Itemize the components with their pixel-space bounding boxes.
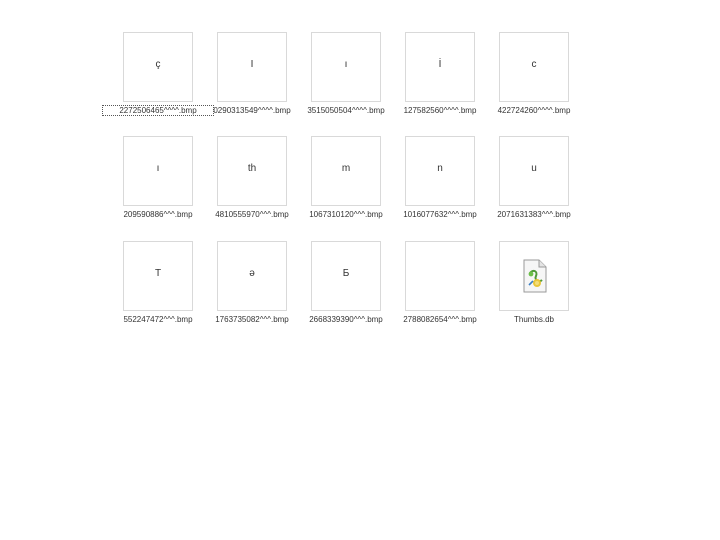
thumbnail-glyph: c — [531, 59, 537, 70]
file-name[interactable]: 0290313549^^^^.bmp — [213, 106, 291, 115]
file-item[interactable] — [111, 241, 205, 341]
thumbnail-glyph: Б — [342, 268, 350, 279]
file-name[interactable]: 3515050504^^^^.bmp — [307, 106, 385, 115]
file-name[interactable]: 2272506465^^^^.bmp — [103, 106, 213, 115]
file-thumbnail[interactable] — [499, 136, 569, 206]
file-thumbnail[interactable] — [405, 136, 475, 206]
file-thumbnail[interactable] — [123, 241, 193, 311]
file-thumbnail[interactable] — [499, 241, 569, 311]
file-thumbnail[interactable] — [217, 136, 287, 206]
file-item[interactable] — [205, 32, 299, 132]
file-item[interactable] — [393, 136, 487, 236]
file-name[interactable]: 2668339390^^^.bmp — [309, 315, 383, 324]
file-item[interactable] — [205, 136, 299, 236]
file-name[interactable]: 209590886^^^.bmp — [123, 210, 193, 219]
file-name[interactable]: 1016077632^^^.bmp — [403, 210, 477, 219]
file-item[interactable] — [299, 136, 393, 236]
file-item[interactable] — [487, 32, 581, 132]
thumbnail-glyph: ç — [155, 59, 161, 70]
thumbnail-glyph: ı — [156, 163, 160, 174]
file-name[interactable]: 4810555970^^^.bmp — [215, 210, 289, 219]
file-item[interactable] — [111, 136, 205, 236]
file-thumbnail[interactable] — [217, 32, 287, 102]
thumbnail-glyph: u — [531, 163, 537, 174]
thumbnail-glyph: ı — [344, 59, 348, 70]
file-thumbnail[interactable] — [123, 136, 193, 206]
file-thumbnail[interactable] — [311, 136, 381, 206]
thumbnail-glyph: n — [437, 163, 443, 174]
file-thumbnail[interactable] — [405, 32, 475, 102]
file-thumbnail[interactable] — [123, 32, 193, 102]
file-thumbnail[interactable] — [405, 241, 475, 311]
thumbnail-glyph: T — [154, 268, 162, 279]
file-name[interactable]: 2788082654^^^.bmp — [403, 315, 477, 324]
file-item[interactable] — [205, 241, 299, 341]
file-item[interactable] — [393, 241, 487, 341]
file-thumbnail[interactable] — [499, 32, 569, 102]
thumbnail-glyph: th — [247, 163, 257, 174]
file-name[interactable]: 1763735082^^^.bmp — [215, 315, 289, 324]
file-item[interactable] — [393, 32, 487, 132]
thumbs-db-file-icon — [523, 259, 547, 293]
file-name[interactable]: 552247472^^^.bmp — [123, 315, 193, 324]
file-name[interactable]: 422724260^^^^.bmp — [497, 106, 571, 115]
file-item[interactable] — [487, 136, 581, 236]
thumbnail-glyph: I — [250, 59, 254, 70]
thumbnail-glyph: ə — [249, 268, 255, 279]
file-thumbnail[interactable] — [217, 241, 287, 311]
file-thumbnail[interactable] — [311, 32, 381, 102]
file-item[interactable] — [299, 241, 393, 341]
file-name[interactable]: 2071631383^^^.bmp — [497, 210, 571, 219]
file-name[interactable]: 127582560^^^^.bmp — [403, 106, 477, 115]
thumbnail-glyph: m — [341, 163, 351, 174]
file-name[interactable]: Thumbs.db — [513, 315, 555, 324]
file-name[interactable]: 1067310120^^^.bmp — [309, 210, 383, 219]
file-item[interactable] — [299, 32, 393, 132]
file-thumbnail[interactable] — [311, 241, 381, 311]
thumbnail-glyph: İ — [438, 59, 442, 70]
file-item[interactable] — [487, 241, 581, 341]
file-item[interactable] — [111, 32, 205, 132]
